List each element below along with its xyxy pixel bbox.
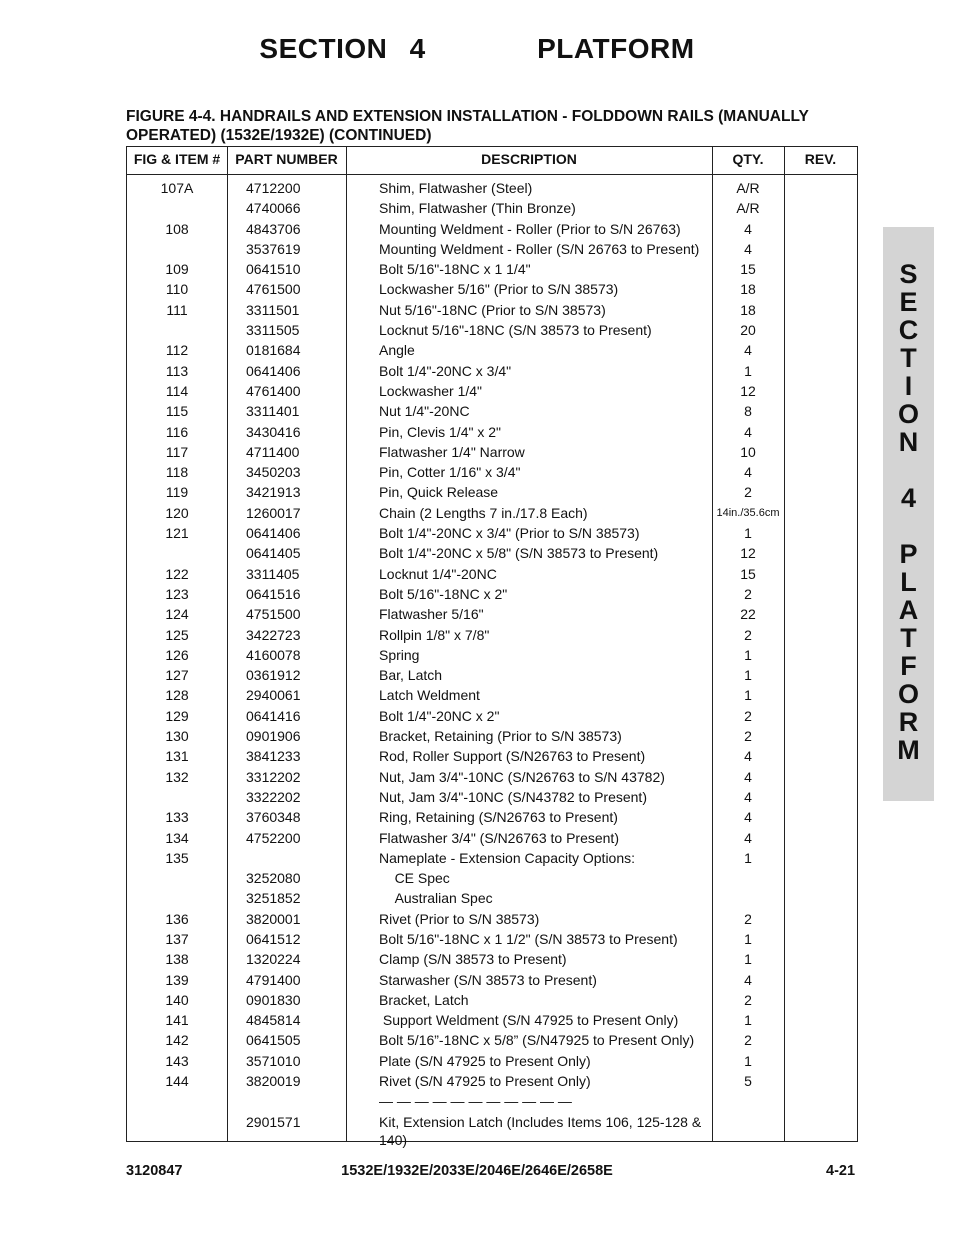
part-number: 0641516 [246, 585, 301, 602]
description: Bolt 1/4"-20NC x 3/4" [379, 362, 512, 379]
quantity: 2 [744, 1032, 752, 1049]
table-row [127, 930, 857, 950]
side-tab-letter: F [900, 651, 917, 681]
table-row [127, 585, 857, 605]
description: Spring [379, 646, 420, 663]
description: Lockwasher 5/16" (Prior to S/N 38573) [379, 281, 619, 298]
description: Ring, Retaining (S/N26763 to Present) [379, 809, 618, 826]
table-row [127, 808, 857, 828]
item-number: 118 [165, 464, 189, 481]
item-number: 107A [160, 180, 194, 196]
table-row [127, 971, 857, 991]
quantity: 1 [744, 646, 752, 663]
part-number: 3450203 [246, 464, 301, 481]
part-number: 3311505 [246, 322, 300, 339]
part-number: 0181684 [246, 342, 301, 359]
side-tab-letter: 4 [900, 483, 917, 513]
table-row [127, 829, 857, 849]
header-fig-item: FIG & ITEM # [133, 151, 221, 167]
description: Clamp (S/N 38573 to Present) [379, 951, 567, 968]
quantity: 1 [744, 667, 752, 684]
table-row [127, 605, 857, 625]
table-row [127, 686, 857, 706]
side-tab-letter: A [898, 595, 919, 625]
item-number: 109 [165, 261, 189, 278]
item-number: 112 [165, 342, 189, 359]
quantity: 1 [744, 362, 752, 379]
description: Bolt 5/16”-18NC x 5/8” (S/N47925 to Present Only) [379, 1032, 695, 1049]
quantity: 2 [744, 910, 752, 927]
item-number: 121 [165, 525, 189, 542]
quantity: 14in./35.6cm [716, 506, 780, 519]
header-qty: QTY. [732, 151, 764, 167]
quantity: 4 [744, 748, 752, 765]
quantity: 4 [744, 788, 752, 805]
table-row [127, 362, 857, 382]
part-number: 4712200 [246, 180, 301, 196]
quantity: 2 [744, 585, 752, 602]
description: Rod, Roller Support (S/N26763 to Present) [379, 748, 646, 765]
quantity: 10 [740, 443, 756, 460]
description: Flatwasher 1/4" Narrow [379, 443, 525, 460]
table-row [127, 626, 857, 646]
item-number: 141 [165, 1012, 189, 1029]
quantity: A/R [736, 180, 760, 196]
item-number: 123 [165, 585, 189, 602]
part-number: 3421913 [246, 484, 301, 501]
quantity: 22 [740, 606, 756, 623]
item-number: 136 [165, 910, 189, 927]
table-row [127, 910, 857, 930]
table-header [127, 147, 857, 175]
table-row [127, 869, 857, 889]
item-number: 129 [165, 707, 189, 724]
part-number: 2940061 [246, 687, 301, 704]
table-row [127, 1092, 857, 1112]
table-row [127, 199, 857, 219]
description: Rivet (S/N 47925 to Present Only) [379, 1073, 591, 1090]
figure-title: FIGURE 4-4. HANDRAILS AND EXTENSION INSTALLATION - FOLDDOWN RAILS (MANUALLY OPERATED) (1532E/1932E) (CONTINUED) [126, 108, 809, 144]
table-row [127, 1072, 857, 1092]
item-number: 113 [165, 362, 189, 379]
side-tab-letter: M [897, 735, 920, 765]
quantity: 20 [740, 322, 756, 339]
part-number: 0361912 [246, 667, 301, 684]
description: Mounting Weldment - Roller (Prior to S/N 26763) [379, 220, 681, 237]
part-number: 3422723 [246, 626, 301, 643]
quantity: 2 [744, 626, 752, 643]
description: Pin, Clevis 1/4" x 2" [379, 423, 501, 440]
table-row [127, 382, 857, 402]
quantity: 18 [740, 301, 756, 318]
quantity: 4 [744, 809, 752, 826]
description: Bolt 1/4"-20NC x 5/8" (S/N 38573 to Present) [379, 545, 659, 562]
item-number: 114 [165, 382, 189, 399]
table-row [127, 220, 857, 240]
quantity: 2 [744, 707, 752, 724]
description: Shim, Flatwasher (Steel) [379, 180, 533, 196]
item-number: 124 [165, 606, 189, 623]
description: Shim, Flatwasher (Thin Bronze) [379, 200, 576, 217]
quantity: 15 [740, 261, 756, 278]
item-number: 138 [165, 951, 189, 968]
quantity: 4 [744, 768, 752, 785]
quantity: 4 [744, 423, 752, 440]
part-number: 4751500 [246, 606, 301, 623]
model-list: 1532E/1932E/2033E/2046E/2646E/2658E [341, 1163, 613, 1179]
part-number: 4160078 [246, 646, 301, 663]
side-tab-letter: R [898, 707, 919, 737]
quantity: 5 [744, 1073, 752, 1090]
item-number: 134 [165, 829, 189, 846]
quantity: 4 [744, 342, 752, 359]
table-row [127, 747, 857, 767]
part-number: 3322202 [246, 788, 301, 805]
table-row [127, 666, 857, 686]
quantity: 4 [744, 829, 752, 846]
quantity: 1 [744, 849, 752, 866]
part-number: 4740066 [246, 200, 301, 217]
quantity: 1 [744, 687, 752, 704]
side-tab-letter: T [900, 623, 917, 653]
description: Angle [379, 342, 415, 359]
quantity: 1 [744, 1052, 752, 1069]
part-number: 3760348 [246, 809, 301, 826]
part-number: 0641405 [246, 545, 301, 562]
quantity: 12 [740, 545, 756, 562]
description: Rollpin 1/8" x 7/8" [379, 626, 490, 643]
side-tab-letter: L [900, 567, 917, 597]
quantity: 4 [744, 971, 752, 988]
quantity: 8 [744, 403, 752, 420]
item-number: 108 [165, 220, 189, 237]
description: Latch Weldment [379, 687, 480, 704]
description: Support Weldment (S/N 47925 to Present Only) [379, 1012, 679, 1029]
part-number: 3820001 [246, 910, 301, 927]
quantity: 1 [744, 525, 752, 542]
part-number: 3537619 [246, 240, 301, 257]
table-row [127, 402, 857, 422]
item-number: 142 [165, 1032, 189, 1049]
item-number: 131 [165, 748, 189, 765]
side-tab-letter [883, 456, 934, 484]
quantity: 2 [744, 484, 752, 501]
side-tab-letter: S [899, 259, 918, 289]
table-row [127, 443, 857, 463]
header-part-number: PART NUMBER [235, 151, 338, 167]
part-number: 3311405 [246, 565, 300, 582]
description: Bracket, Latch [379, 991, 469, 1008]
side-tab-label [883, 260, 934, 764]
doc-number: 3120847 [126, 1163, 183, 1179]
description: Lockwasher 1/4" [379, 382, 483, 399]
item-number: 143 [165, 1052, 189, 1069]
description: — — — — — — — — — — — [379, 1093, 572, 1110]
quantity: A/R [736, 200, 760, 217]
part-number: 3311401 [246, 403, 300, 420]
item-number: 122 [165, 565, 189, 582]
item-number: 133 [165, 809, 189, 826]
quantity: 12 [740, 382, 756, 399]
description: Bar, Latch [379, 667, 443, 684]
part-number: 3820019 [246, 1073, 301, 1090]
description: Flatwasher 5/16" [379, 606, 484, 623]
description: Locknut 5/16"-18NC (S/N 38573 to Present) [379, 322, 652, 339]
table-row [127, 423, 857, 443]
description: Nut, Jam 3/4"-10NC (S/N43782 to Present) [379, 788, 647, 805]
item-number: 128 [165, 687, 189, 704]
part-number: 1260017 [246, 504, 301, 521]
item-number: 130 [165, 728, 189, 745]
table-row [127, 889, 857, 909]
part-number: 0901906 [246, 728, 301, 745]
part-number: 0901830 [246, 991, 301, 1008]
description: Bracket, Retaining (Prior to S/N 38573) [379, 728, 622, 745]
part-number: 1320224 [246, 951, 301, 968]
item-number: 110 [165, 281, 189, 298]
table-row [127, 1113, 857, 1153]
description: Nut 5/16"-18NC (Prior to S/N 38573) [379, 301, 606, 318]
item-number: 125 [165, 626, 189, 643]
part-number: 2901571 [246, 1113, 301, 1130]
part-number: 4711400 [246, 443, 300, 460]
table-row [127, 788, 857, 808]
side-tab-letter: O [897, 399, 919, 429]
part-number: 0641512 [246, 930, 301, 947]
part-number: 0641406 [246, 525, 301, 542]
part-number: 3312202 [246, 768, 301, 785]
item-number: 115 [165, 403, 189, 420]
table-row [127, 991, 857, 1011]
part-number: 4845814 [246, 1012, 301, 1029]
table-row [127, 768, 857, 788]
table-body [127, 179, 857, 1153]
item-number: 120 [165, 504, 189, 521]
table-row [127, 727, 857, 747]
table-row [127, 341, 857, 361]
header-rev: REV. [804, 151, 837, 167]
item-number: 140 [165, 991, 189, 1008]
description: Bolt 1/4"-20NC x 2" [379, 707, 500, 724]
item-number: 127 [165, 667, 189, 684]
description: CE Spec [379, 870, 450, 887]
table-row [127, 1011, 857, 1031]
table-row [127, 524, 857, 544]
item-number: 132 [165, 768, 189, 785]
table-row [127, 646, 857, 666]
table-row [127, 280, 857, 300]
table-row [127, 849, 857, 869]
part-number: 4761400 [246, 382, 301, 399]
part-number: 4761500 [246, 281, 301, 298]
table-row [127, 1031, 857, 1051]
item-number: 135 [165, 849, 189, 866]
description: Mounting Weldment - Roller (S/N 26763 to Present) [379, 240, 700, 257]
table-row [127, 544, 857, 564]
description: Plate (S/N 47925 to Present Only) [379, 1052, 591, 1069]
table-row [127, 463, 857, 483]
side-tab-letter: I [904, 371, 913, 401]
item-number: 111 [166, 301, 188, 318]
section-title: SECTION 4 PLATFORM [259, 33, 695, 64]
side-tab-letter: C [898, 315, 919, 345]
table-row [127, 1052, 857, 1072]
quantity: 1 [744, 1012, 752, 1029]
description: Nut 1/4"-20NC [379, 403, 470, 420]
item-number: 117 [165, 443, 189, 460]
part-number: 3311501 [246, 301, 300, 318]
part-number: 3251852 [246, 890, 301, 907]
parts-table [126, 146, 858, 1148]
quantity: 1 [744, 930, 752, 947]
part-number: 4843706 [246, 220, 301, 237]
item-number: 116 [165, 423, 189, 440]
table-row [127, 707, 857, 727]
table-row [127, 504, 857, 524]
description: Australian Spec [379, 890, 493, 907]
description: Bolt 1/4"-20NC x 3/4" (Prior to S/N 38573) [379, 525, 640, 542]
quantity: 15 [740, 565, 756, 582]
table-row [127, 179, 857, 199]
description: Nut, Jam 3/4"-10NC (S/N26763 to S/N 43782) [379, 768, 665, 785]
item-number: 126 [165, 646, 189, 663]
quantity: 2 [744, 991, 752, 1008]
page-number: 4-21 [826, 1163, 856, 1179]
description: Rivet (Prior to S/N 38573) [379, 910, 540, 927]
description: Starwasher (S/N 38573 to Present) [379, 971, 597, 988]
description: Kit, Extension Latch (Includes Items 106, 125-128 & 140) [379, 1113, 706, 1148]
description: Nameplate - Extension Capacity Options: [379, 849, 636, 866]
quantity: 4 [744, 220, 752, 237]
table-row [127, 240, 857, 260]
description: Locknut 1/4"-20NC [379, 565, 497, 582]
quantity: 4 [744, 464, 752, 481]
quantity: 2 [744, 728, 752, 745]
quantity: 18 [740, 281, 756, 298]
part-number: 0641416 [246, 707, 301, 724]
description: Pin, Cotter 1/16" x 3/4" [379, 464, 521, 481]
section-side-tab[interactable] [883, 227, 934, 801]
part-number: 4791400 [246, 971, 301, 988]
part-number: 0641406 [246, 362, 301, 379]
side-tab-letter: N [898, 427, 919, 457]
item-number: 119 [165, 484, 189, 501]
table-row [127, 301, 857, 321]
description: Bolt 5/16"-18NC x 2" [379, 585, 508, 602]
description: Bolt 5/16"-18NC x 1 1/2" (S/N 38573 to Present) [379, 930, 678, 947]
part-number: 0641510 [246, 261, 301, 278]
part-number: 0641505 [246, 1032, 301, 1049]
table-row [127, 321, 857, 341]
table-row [127, 565, 857, 585]
side-tab-letter [883, 512, 934, 540]
item-number: 139 [165, 971, 189, 988]
description: Chain (2 Lengths 7 in./17.8 Each) [379, 504, 588, 521]
table-row [127, 483, 857, 503]
item-number: 137 [165, 930, 189, 947]
description: Bolt 5/16"-18NC x 1 1/4" [379, 261, 531, 278]
side-tab-letter: T [900, 343, 917, 373]
description: Flatwasher 3/4" (S/N26763 to Present) [379, 829, 619, 846]
table-row [127, 950, 857, 970]
side-tab-letter: P [899, 539, 918, 569]
header-description: DESCRIPTION [481, 151, 577, 167]
part-number: 3430416 [246, 423, 301, 440]
table-row [127, 260, 857, 280]
part-number: 3571010 [246, 1052, 301, 1069]
item-number: 144 [165, 1073, 189, 1090]
quantity: 4 [744, 240, 752, 257]
part-number: 3252080 [246, 870, 301, 887]
part-number: 3841233 [246, 748, 301, 765]
part-number: 4752200 [246, 829, 301, 846]
quantity: 1 [744, 951, 752, 968]
description: Pin, Quick Release [379, 484, 499, 501]
side-tab-letter: E [899, 287, 918, 317]
side-tab-letter: O [897, 679, 919, 709]
